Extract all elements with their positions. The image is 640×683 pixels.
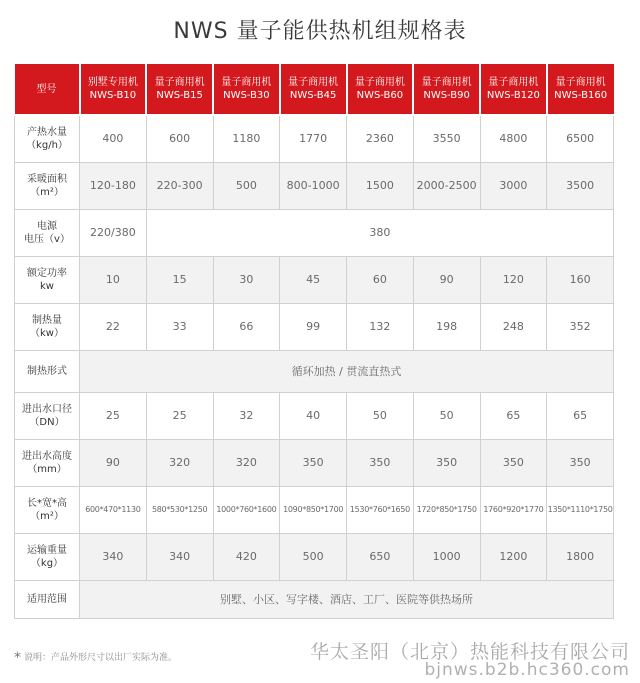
model-header-cell: 量子商用机 NWS-B45 (280, 64, 347, 115)
table-cell: 25 (146, 392, 213, 439)
row-label: 额定功率 kw (15, 256, 80, 303)
table-cell: 3500 (547, 162, 614, 209)
table-cell: 99 (280, 303, 347, 350)
table-cell: 1000*760*1600 (213, 486, 280, 533)
table-cell: 120-180 (80, 162, 147, 209)
table-cell: 1500 (347, 162, 414, 209)
table-cell: 1530*760*1650 (347, 486, 414, 533)
footnote: * 说明：产品外形尺寸以出厂实际为准。 (14, 650, 178, 666)
table-cell: 160 (547, 256, 614, 303)
watermark-url: bjnws.b2b.hc360.com (424, 660, 630, 680)
table-cell: 132 (347, 303, 414, 350)
model-header-cell: 量子商用机 NWS-B160 (547, 64, 614, 115)
row-label: 进出水高度 （mm） (15, 439, 80, 486)
table-cell: 1720*850*1750 (413, 486, 480, 533)
table-cell: 350 (413, 439, 480, 486)
table-cell: 500 (213, 162, 280, 209)
table-cell: 90 (413, 256, 480, 303)
table-cell: 2360 (347, 115, 414, 162)
table-cell: 32 (213, 392, 280, 439)
row-label: 采暖面积 （m²） (15, 162, 80, 209)
table-cell: 600*470*1130 (80, 486, 147, 533)
table-cell: 1350*1110*1750 (547, 486, 614, 533)
table-cell: 248 (480, 303, 547, 350)
table-cell: 50 (347, 392, 414, 439)
table-cell: 4800 (480, 115, 547, 162)
table-cell: 220/380 (80, 209, 147, 256)
row-label: 适用范围 (15, 580, 80, 618)
table-cell: 65 (480, 392, 547, 439)
table-cell: 650 (347, 533, 414, 580)
table-row (15, 392, 614, 439)
table-cell: 600 (146, 115, 213, 162)
table-cell: 40 (280, 392, 347, 439)
table-cell: 800-1000 (280, 162, 347, 209)
table-cell: 198 (413, 303, 480, 350)
table-cell: 400 (80, 115, 147, 162)
merged-cell: 380 (146, 209, 613, 256)
table-cell: 120 (480, 256, 547, 303)
table-row (15, 115, 614, 162)
table-row (15, 533, 614, 580)
table-cell: 15 (146, 256, 213, 303)
row-label: 进出水口径 （DN） (15, 392, 80, 439)
table-cell: 500 (280, 533, 347, 580)
table-cell: 350 (480, 439, 547, 486)
table-cell: 350 (347, 439, 414, 486)
table-row (15, 580, 614, 618)
table-cell: 30 (213, 256, 280, 303)
table-cell: 3000 (480, 162, 547, 209)
model-header-cell: 量子商用机 NWS-B60 (347, 64, 414, 115)
table-row (15, 439, 614, 486)
merged-cell: 循环加热 / 贯流直热式 (80, 350, 614, 392)
page-title: NWS 量子能供热机组规格表 (173, 19, 467, 44)
table-row (15, 486, 614, 533)
table-cell: 320 (146, 439, 213, 486)
table-cell: 420 (213, 533, 280, 580)
table-cell: 10 (80, 256, 147, 303)
row-label: 制热量 （kw） (15, 303, 80, 350)
merged-cell: 别墅、小区、写字楼、酒店、工厂、医院等供热场所 (80, 580, 614, 618)
table-cell: 1180 (213, 115, 280, 162)
table-row (15, 303, 614, 350)
model-header-cell: 量子商用机 NWS-B120 (480, 64, 547, 115)
table-cell: 90 (80, 439, 147, 486)
table-cell: 66 (213, 303, 280, 350)
table-cell: 1090*850*1700 (280, 486, 347, 533)
table-cell: 22 (80, 303, 147, 350)
asterisk-icon: * (14, 650, 21, 666)
table-cell: 1200 (480, 533, 547, 580)
header-row (15, 64, 614, 115)
model-header: 型号 (15, 64, 80, 115)
row-label: 运输重量 （kg） (15, 533, 80, 580)
table-row (15, 256, 614, 303)
row-label: 长*宽*高 （m²） (15, 486, 80, 533)
table-cell: 340 (80, 533, 147, 580)
table-cell: 1000 (413, 533, 480, 580)
table-cell: 25 (80, 392, 147, 439)
table-cell: 45 (280, 256, 347, 303)
table-row (15, 162, 614, 209)
table-cell: 1770 (280, 115, 347, 162)
row-label: 电源 电压（v） (15, 209, 80, 256)
table-cell: 6500 (547, 115, 614, 162)
table-row (15, 350, 614, 392)
table-cell: 65 (547, 392, 614, 439)
watermark-company: 华太圣阳（北京）热能科技有限公司 (309, 641, 630, 663)
table-cell: 350 (280, 439, 347, 486)
model-header-cell: 量子商用机 NWS-B30 (213, 64, 280, 115)
table-cell: 320 (213, 439, 280, 486)
table-cell: 1760*920*1770 (480, 486, 547, 533)
table-cell: 220-300 (146, 162, 213, 209)
table-cell: 350 (547, 439, 614, 486)
model-header-cell: 量子商用机 NWS-B90 (413, 64, 480, 115)
table-cell: 60 (347, 256, 414, 303)
table-cell: 50 (413, 392, 480, 439)
table-cell: 33 (146, 303, 213, 350)
table-row (15, 209, 614, 256)
table-cell: 580*530*1250 (146, 486, 213, 533)
table-cell: 340 (146, 533, 213, 580)
row-label: 制热形式 (15, 350, 80, 392)
model-header-cell: 别墅专用机 NWS-B10 (80, 64, 147, 115)
table-cell: 1800 (547, 533, 614, 580)
table-cell: 352 (547, 303, 614, 350)
row-label: 产热水量 （kg/h） (15, 115, 80, 162)
table-cell: 3550 (413, 115, 480, 162)
spec-table (14, 64, 614, 619)
table-cell: 2000-2500 (413, 162, 480, 209)
model-header-cell: 量子商用机 NWS-B15 (146, 64, 213, 115)
